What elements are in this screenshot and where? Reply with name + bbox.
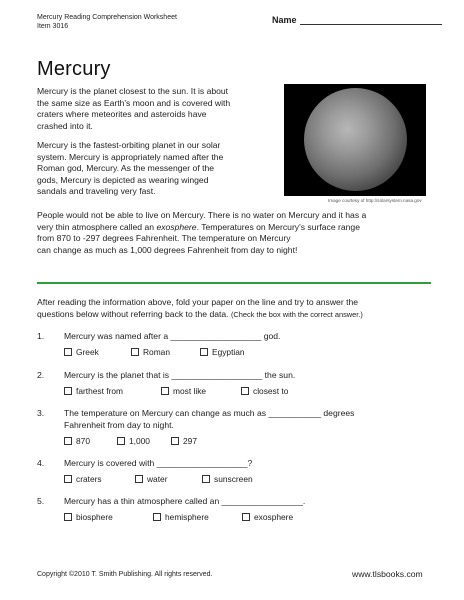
- option-label: biosphere: [76, 512, 113, 522]
- planet-mercury-image: [304, 88, 407, 191]
- paragraph-1-line: Mercury is the planet closest to the sun. It is about: [37, 86, 229, 96]
- paragraph-3: [37, 210, 437, 256]
- mercury-photo: [284, 84, 426, 196]
- answer-option[interactable]: [241, 386, 288, 396]
- question-text-line-1: The temperature on Mercury can change as much as ___________ degrees: [64, 408, 355, 418]
- question-text-line-2: Fahrenheit from day to night.: [64, 420, 174, 430]
- checkbox[interactable]: [64, 437, 72, 445]
- instructions-line: questions below without referring back to the data.: [37, 308, 229, 319]
- checkbox[interactable]: [202, 475, 210, 483]
- checkbox[interactable]: [64, 513, 72, 521]
- option-label: Roman: [143, 347, 170, 357]
- answer-option[interactable]: [200, 347, 245, 357]
- question-text: Mercury is covered with ___________________?: [64, 458, 253, 468]
- option-label: Greek: [76, 347, 99, 357]
- checkbox[interactable]: [64, 348, 72, 356]
- option-label: Egyptian: [212, 347, 245, 357]
- paragraph-1-line: craters where meteorites and asteroids have: [37, 109, 207, 120]
- checkbox[interactable]: [64, 387, 72, 395]
- answer-option[interactable]: [64, 474, 102, 484]
- option-label: most like: [173, 386, 207, 396]
- checkbox[interactable]: [171, 437, 179, 445]
- paragraph-3-line: very thin atmosphere called an exosphere. Temperatures on Mercury's surface range: [37, 221, 360, 232]
- answer-option[interactable]: [64, 512, 113, 522]
- name-field[interactable]: [300, 16, 442, 25]
- option-label: farthest from: [76, 386, 124, 396]
- name-label: Name: [272, 15, 297, 25]
- paragraph-2-line: gods, Mercury is depicted as wearing winged: [37, 174, 209, 185]
- answer-option[interactable]: [64, 347, 99, 357]
- answer-option[interactable]: [171, 436, 197, 446]
- question-number: 4.: [37, 458, 45, 468]
- option-label: exosphere: [254, 512, 294, 522]
- answer-option[interactable]: [117, 436, 150, 446]
- answer-option[interactable]: [64, 386, 123, 396]
- answer-option[interactable]: [153, 512, 209, 522]
- answer-option[interactable]: [242, 512, 293, 522]
- item-number: Item 3016: [37, 23, 69, 30]
- checkbox[interactable]: [135, 475, 143, 483]
- answer-option[interactable]: [135, 474, 167, 484]
- instructions-note: (Check the box with the correct answer.): [230, 309, 363, 319]
- answer-option[interactable]: [202, 474, 253, 484]
- question-number: 5.: [37, 496, 45, 506]
- option-label: craters: [76, 474, 102, 484]
- option-label: sunscreen: [214, 474, 253, 484]
- checkbox[interactable]: [242, 513, 250, 521]
- option-label: closest to: [253, 386, 289, 396]
- option-label: hemisphere: [165, 512, 209, 522]
- paragraph-1-line: crashed into it.: [37, 120, 93, 131]
- paragraph-1-line: the same size as Earth's moon and is covered with: [37, 97, 231, 108]
- checkbox[interactable]: [241, 387, 249, 395]
- worksheet-title: Mercury Reading Comprehension Worksheet: [37, 14, 177, 21]
- checkbox[interactable]: [117, 437, 125, 445]
- checkbox[interactable]: [64, 475, 72, 483]
- page-title: Mercury: [37, 58, 111, 80]
- paragraph-3-line: from 870 to -297 degrees Fahrenheit. The temperature on Mercury: [37, 233, 291, 244]
- copyright: Copyright ©2010 T. Smith Publishing. All rights reserved.: [37, 571, 213, 578]
- paragraph-2: [37, 140, 277, 198]
- option-label: 297: [183, 436, 197, 446]
- question-text: Mercury was named after a ___________________ god.: [64, 331, 281, 341]
- paragraph-3-line: can change as much as 1,000 degrees Fahrenheit from day to night!: [37, 244, 298, 255]
- paragraph-3-line: People would not be able to live on Mercury. There is no water on Mercury and it has a: [37, 210, 367, 220]
- question-text: Mercury is the planet that is ___________________ the sun.: [64, 370, 296, 380]
- question-text: Mercury has a thin atmosphere called an _________________.: [64, 496, 306, 506]
- option-label: water: [147, 474, 168, 484]
- paragraph-2-line: system. Mercury is appropriately named after the: [37, 151, 224, 162]
- checkbox[interactable]: [161, 387, 169, 395]
- option-label: 1,000: [129, 436, 150, 446]
- option-label: 870: [76, 436, 90, 446]
- paragraph-2-line: Mercury is the fastest-orbiting planet in our solar: [37, 140, 221, 150]
- image-credit: Image courtesy of http://solarsystem.nasa.gov: [328, 198, 422, 203]
- paragraph-1: [37, 86, 277, 132]
- instructions: [37, 297, 437, 320]
- question-number: 1.: [37, 331, 45, 341]
- checkbox[interactable]: [153, 513, 161, 521]
- fold-line: [37, 282, 431, 284]
- paragraph-2-line: sandals and traveling very fast.: [37, 186, 156, 197]
- question-number: 3.: [37, 408, 45, 418]
- checkbox[interactable]: [200, 348, 208, 356]
- website-link[interactable]: www.tlsbooks.com: [352, 569, 423, 579]
- answer-option[interactable]: [131, 347, 170, 357]
- answer-option[interactable]: [161, 386, 206, 396]
- answer-option[interactable]: [64, 436, 90, 446]
- instructions-line: After reading the information above, fold your paper on the line and try to answer the: [37, 297, 359, 307]
- paragraph-2-line: Roman god, Mercury. As the messenger of the: [37, 163, 215, 174]
- checkbox[interactable]: [131, 348, 139, 356]
- question-number: 2.: [37, 370, 45, 380]
